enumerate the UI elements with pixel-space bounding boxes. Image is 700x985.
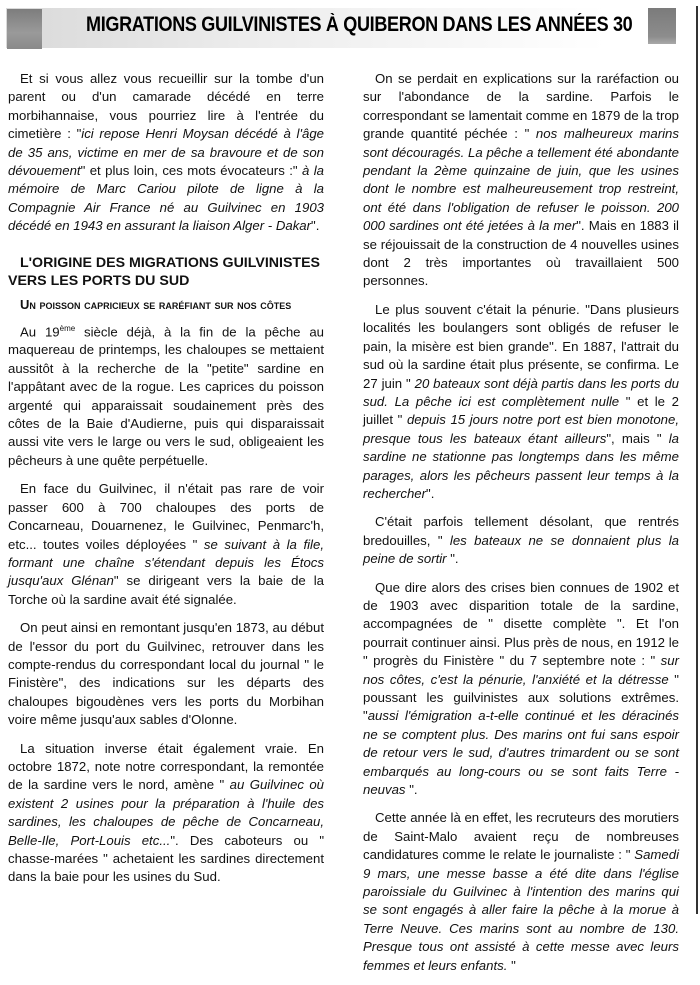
- left-column: [8, 70, 324, 897]
- right-border-rule: [696, 6, 698, 914]
- page-header: [0, 0, 700, 52]
- quote-marc-cariou: à la mémoire de Marc Cariou pilote de ligne à la Compagnie Air France né au Guilvinec en 1903 décédé en 1943 en assurant la liaison Alger - Dakar: [8, 163, 325, 234]
- paragraph-saint-malo: Cette année là en effet, les recruteurs des morutiers de Saint-Malo avaient reçu de nombreuses candidatures comme le relate le journaliste : " Samedi 9 mars, une messe basse a été dite dans l'église paroissiale du Guilvinec à l'intention des marins qui se sont engagés à aller faire la pêche à la morue à Terre Neuve. Ces marins sont au nombre de 130. Presque tous ont assisté à cette messe avec leurs femmes et leurs enfants. ": [363, 810, 679, 973]
- paragraph-intro: Et si vous allez vous recueillir sur la tombe d'un parent ou d'un camarade décédé en terre morbihannaise, vous pourriez lire à l'entrée du cimetière : "ici repose Henri Moysan décédé à l'âge de 35 ans, victime en mer de sa bravoure et de son dévouement" et plus loin, ces mots évocateurs :" à la mémoire de Marc Cariou pilote de ligne à la Compagnie Air France né au Guilvinec en 1903 décédé en 1943 en assurant la liaison Alger - Dakar".: [8, 71, 325, 234]
- paragraph-penurie: Le plus souvent c'était la pénurie. "Dans plusieurs localités les boulangers sont obligés de refuser le pain, la misère est bien grande". En 1887, l'attrait du sud où la sardine était plus présente, se confirma. Le 27 juin " 20 bateaux sont déjà partis dans les ports du sud. La pêche ici est complètement nulle " et le 2 juillet " depuis 15 jours notre port est bien monotone, presque tous les bateaux étant ailleurs", mais " la sardine ne stationne pas longtemps dans les même parages, alors les pêcheurs passent leur temps à la rechercher".: [363, 301, 680, 501]
- right-column: [363, 70, 679, 985]
- paragraph-1872: La situation inverse était également vraie. En octobre 1872, note notre correspondant, la remontée de la sardine vers le nord, amène " au Guilvinec où existent 2 usines pour la préparation à l'huile des sardines, les chaloupes de pêche de Concarneau, Belle-Ile, Port-Louis etc...". Des caboteurs ou " chasse-marées " achetaient les sardines directement dans la baie pour les usines du Sud.: [8, 740, 324, 885]
- decorative-box-right: [648, 8, 676, 44]
- page-title: MIGRATIONS GUILVINISTES À QUIBERON DANS LES ANNÉES 30: [86, 13, 633, 36]
- decorative-box-left: [7, 9, 42, 49]
- section-heading: L'ORIGINE DES MIGRATIONS GUILVINISTES VERS LES PORTS DU SUD: [8, 254, 321, 289]
- quote-henri-moysan: ici repose Henri Moysan décédé à l'âge de 35 ans, victime en mer de sa bravoure et de son dévouement: [8, 126, 325, 179]
- paragraph-crises: Que dire alors des crises bien connues de 1902 et de 1903 avec disparition totale de la sardine, accompagnées de " disette complète ". Et l'on pourrait continuer ainsi. Plus près de nous, en 1912 le " progrès du Finistère " du 7 septembre note : " sur nos côtes, c'est la pénurie, l'anxiété et la détresse " poussant les guilvinistes aux solutions extrêmes. "aussi l'émigration a-t-elle continué et les déracinés ne se comptent plus. Des marins ont fui sans espoir de retour vers le sud, d'autres trimardent ou se sont embarqués au long-cours ou se sont faits Terre -neuvas ".: [363, 579, 679, 798]
- paragraph-guilvinec-boats: En face du Guilvinec, il n'était pas rare de voir passer 600 à 700 chaloupes des ports de Concarneau, Douarnenez, le Guilvinec, Penmarc'h, etc... toutes voiles déployées " se suivant à la file, formant une chaîne s'étendant depuis les Étocs jusqu'aux Glénan" se dirigeant vers la baie de la Torche où la sardine avait été signalée.: [8, 481, 324, 607]
- paragraph-rarefaction: On se perdait en explications sur la raréfaction ou sur l'abondance de la sardine. Parfois le correspondant se lamentait comme en 1879 de la trop grande quantité péchée : " nos malheureux marins sont découragés. La pêche a tellement été abondante pendant la 2ème quinzaine de juin, que les usines dont le nombre est malheureusement trop restreint, ont été dans l'obligation de refuser le poisson. 200 000 sardines ont été jetées à la mer". Mais en 1883 il se réjouissait de la construction de 4 nouvelles usines dont 2 très importantes où travaillaient 500 personnes.: [363, 71, 679, 289]
- paragraph-bredouilles: C'était parfois tellement désolant, que rentrés bredouilles, " les bateaux ne se donnaient plus la peine de sortir ".: [363, 514, 679, 567]
- paragraph-1873: On peut ainsi en remontant jusqu'en 1873, au début de l'essor du port du Guilvinec, retrouver dans les compte-rendus du correspondant local du journal " le Finistère", des indications sur les départs des chaloupes bigoudènes vers les ports du Morbihan voire même jusqu'aux sables d'Olonne.: [8, 620, 324, 728]
- subsection-heading: Un poisson capricieux se raréfiant sur nos côtes: [20, 296, 292, 312]
- paragraph-19th-century: Au 19ème siècle déjà, à la fin de la pêche au maquereau de printemps, les chaloupes se mettaient aussitôt à la recherche de la "petite" sardine en l'appâtant avec de la rogue. Les caprices du poisson argenté qui apparaissait soudainement près des côtes de la Baie d'Audierne, puis qui disparaissait aussi vite vers le large ou vers le sud, obligeaient les pêcheurs à une quête perpétuelle.: [8, 323, 324, 468]
